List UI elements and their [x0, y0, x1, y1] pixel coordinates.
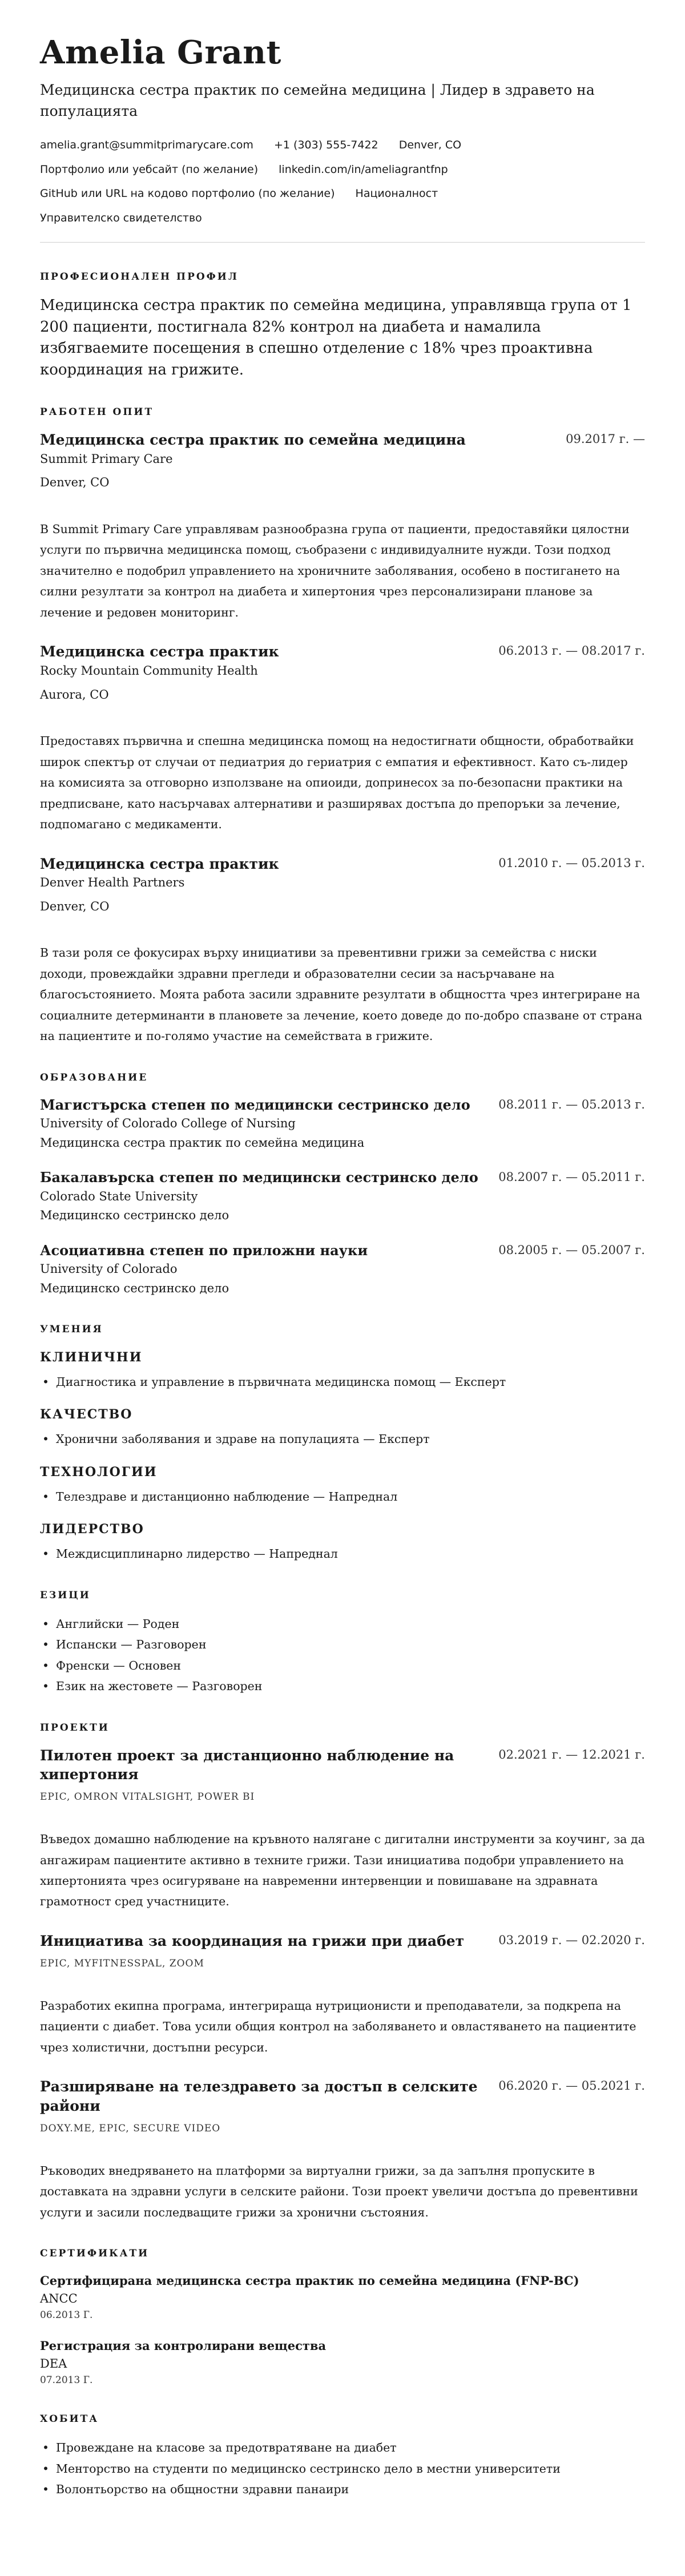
skill-item: • Телездраве и дистанционно наблюдение — Напреднал	[40, 1486, 645, 1507]
section-education	[40, 1072, 645, 1299]
contact-phone[interactable]: +1 (303) 555-7422	[273, 138, 378, 151]
section-profile	[40, 271, 645, 381]
project-description: Разработих екипна програма, интегрираща нутриционисти и преподаватели, за подкрепа на пациенти с диабет. Това усили общия контрол на заболяването и овластяването на пациентите чрез холистични, достъпни ресурси.	[40, 1998, 636, 2054]
resume-header	[40, 34, 645, 225]
degree-dates: 08.2007 г. — 05.2011 г.	[498, 1170, 645, 1184]
section-title-hobbies: ХОБИТА	[40, 2413, 99, 2425]
section-title-profile: ПРОФЕСИОНАЛЕН ПРОФИЛ	[40, 271, 239, 283]
language-item: • Език на жестовете — Разговорен	[40, 1676, 645, 1696]
certification-date: 07.2013 Г.	[40, 2375, 93, 2386]
education-entry	[40, 1168, 645, 1225]
project-dates: 03.2019 г. — 02.2020 г.	[498, 1933, 645, 1947]
header-divider	[40, 242, 645, 243]
skill-category: КЛИНИЧНИ	[40, 1349, 143, 1365]
job-employer: Rocky Mountain Community Health	[40, 663, 258, 678]
certification-issuer: ANCC	[40, 2291, 78, 2305]
section-title-education: ОБРАЗОВАНИЕ	[40, 1071, 148, 1083]
skill-list	[40, 1486, 645, 1507]
degree-dates: 08.2005 г. — 05.2007 г.	[498, 1243, 645, 1257]
job-title: Медицинска сестра практик по семейна медицина	[40, 431, 466, 448]
skill-category: ТЕХНОЛОГИИ	[40, 1464, 158, 1480]
project-description: Въведох домашно наблюдение на кръвното налягане с дигитални инструменти за коучинг, за да ангажирам пациентите активно в техните грижи. Тази инициатива подобри управлението на хипертонията чрез осигуряване на навременни интервенции и повишаване на здравната грамотност сред участниците.	[40, 1832, 645, 1909]
project-entry	[40, 1932, 645, 2058]
project-tech: DOXY.ME, EPIC, SECURE VIDEO	[40, 2122, 221, 2134]
job-dates: 06.2013 г. — 08.2017 г.	[498, 644, 645, 658]
language-item: • Френски — Основен	[40, 1655, 645, 1676]
contact-clearance: Управителско свидетелство	[40, 212, 202, 225]
degree-field: Медицинско сестринско дело	[40, 1208, 229, 1223]
language-list	[40, 1614, 645, 1697]
contact-linkedin[interactable]: linkedin.com/in/ameliagrantfnp	[279, 163, 448, 176]
contact-row-extra	[40, 187, 645, 200]
skill-list	[40, 1543, 645, 1564]
job-description: В тази роля се фокусирах върху инициативи за превентивни грижи за семейства с ниски доходи, провеждайки здравни прегледи и образователни сесии за насърчаване на благосъстоянието. Моята работа засили здравните резултати в общността чрез интегриране на социалните детерминанти в плановете за лечение, което доведе до по-добро спазване от страна на пациентите и по-голямо участие на семействата в грижите.	[40, 946, 643, 1043]
degree-school: University of Colorado	[40, 1262, 178, 1276]
skill-item: • Междисциплинарно лидерство — Напреднал	[40, 1543, 645, 1564]
section-skills	[40, 1324, 645, 1565]
job-dates: 01.2010 г. — 05.2013 г.	[498, 856, 645, 870]
job-description: Предоставях първична и спешна медицинска помощ на недостигнати общности, обработвайки широк спектър от случаи от педиатрия до гериатрия с емпатия и ефективност. Като съ-лидер на комисията за отговорно използване на опиоиди, допринесох за по-безопасни практики на предписване, като насърчавах алтернативи и разширявах достъпа до препоръки за лечение, подпомагано с медикаменти.	[40, 734, 634, 832]
contact-email[interactable]: amelia.grant@summitprimarycare.com	[40, 138, 253, 151]
project-name: Разширяване на телездравето за достъп в селските райони	[40, 2078, 478, 2114]
contact-portfolio[interactable]: Портфолио или уебсайт (по желание)	[40, 163, 259, 176]
degree-title: Асоциативна степен по приложни науки	[40, 1242, 368, 1259]
contact-row-links	[40, 163, 645, 176]
project-name: Инициатива за координация на грижи при диабет	[40, 1932, 465, 1949]
degree-school: Colorado State University	[40, 1189, 198, 1203]
job-employer: Denver Health Partners	[40, 876, 185, 890]
hobby-item: • Волонтьорство на общностни здравни панаири	[40, 2479, 645, 2500]
project-dates: 06.2020 г. — 05.2021 г.	[498, 2079, 645, 2093]
skill-item: • Хронични заболявания и здраве на популацията — Експерт	[40, 1429, 645, 1449]
degree-title: Магистърска степен по медицински сестринско дело	[40, 1096, 470, 1113]
project-name: Пилотен проект за дистанционно наблюдение на хипертония	[40, 1747, 454, 1783]
hobby-list	[40, 2437, 645, 2500]
job-description: В Summit Primary Care управлявам разнообразна група от пациенти, предоставяйки цялостни услуги по първична медицинска помощ, съобразени с индивидуалните нужди. Този подход значително е подобрил управлението на хроничните заболявания, особено в постигането на силни резултати за контрол на диабета и хипертония чрез персонализирани планове за лечение и редовен мониторинг.	[40, 522, 630, 619]
project-dates: 02.2021 г. — 12.2021 г.	[498, 1747, 645, 1761]
section-title-certifications: СЕРТИФИКАТИ	[40, 2248, 150, 2260]
section-certifications	[40, 2248, 645, 2388]
section-title-skills: УМЕНИЯ	[40, 1323, 103, 1335]
job-location: Denver, CO	[40, 475, 110, 490]
section-title-projects: ПРОЕКТИ	[40, 1722, 110, 1734]
section-languages	[40, 1590, 645, 1697]
job-dates: 09.2017 г. —	[566, 432, 645, 446]
project-description: Ръководих внедряването на платформи за виртуални грижи, за да запълня пропуските в доставката на здравни услуги в селските райони. Този проект увеличи достъпа до превентивни услуги и засили последващите грижи за хронични състояния.	[40, 2163, 638, 2219]
project-tech: EPIC, OMRON VITALSIGHT, POWER BI	[40, 1791, 255, 1803]
skill-category: ЛИДЕРСТВО	[40, 1522, 144, 1537]
project-entry	[40, 2077, 645, 2223]
job-location: Aurora, CO	[40, 687, 109, 702]
education-entry	[40, 1096, 645, 1153]
skill-item: • Диагностика и управление в първичната медицинска помощ — Експерт	[40, 1372, 645, 1392]
degree-field: Медицинско сестринско дело	[40, 1281, 229, 1296]
education-entry	[40, 1241, 645, 1299]
experience-entry	[40, 642, 645, 835]
project-tech: EPIC, MYFITNESSPAL, ZOOM	[40, 1957, 204, 1969]
job-employer: Summit Primary Care	[40, 451, 173, 466]
contact-block	[40, 139, 645, 225]
section-projects	[40, 1722, 645, 2223]
language-item: • Испански — Разговорен	[40, 1634, 645, 1655]
contact-nationality: Националност	[355, 187, 438, 200]
candidate-headline: Медицинска сестра практик по семейна медицина | Лидер в здравето на популацията	[40, 82, 595, 119]
section-experience	[40, 406, 645, 1047]
contact-row-clearance	[40, 212, 645, 225]
contact-row-primary	[40, 139, 645, 152]
section-title-experience: РАБОТЕН ОПИТ	[40, 406, 154, 418]
skill-list	[40, 1429, 645, 1449]
degree-field: Медицинска сестра практик по семейна медицина	[40, 1135, 365, 1150]
section-title-languages: ЕЗИЦИ	[40, 1589, 91, 1601]
hobby-item: • Провеждане на класове за предотвратяване на диабет	[40, 2437, 645, 2458]
experience-entry	[40, 854, 645, 1047]
job-title: Медицинска сестра практик	[40, 643, 279, 660]
contact-github[interactable]: GitHub или URL на кодово портфолио (по желание)	[40, 187, 335, 200]
degree-dates: 08.2011 г. — 05.2013 г.	[498, 1097, 645, 1111]
section-hobbies	[40, 2413, 645, 2500]
contact-location: Denver, CO	[398, 138, 462, 151]
certification-name: Регистрация за контролирани вещества	[40, 2339, 327, 2353]
certification-name: Сертифицирана медицинска сестра практик по семейна медицина (FNP-BC)	[40, 2273, 579, 2288]
job-title: Медицинска сестра практик	[40, 855, 279, 872]
language-item: • Английски — Роден	[40, 1614, 645, 1634]
certification-issuer: DEA	[40, 2356, 67, 2371]
skill-category: КАЧЕСТВО	[40, 1407, 133, 1422]
experience-entry	[40, 430, 645, 623]
certification-date: 06.2013 Г.	[40, 2309, 93, 2321]
profile-summary: Медицинска сестра практик по семейна медицина, управлявща група от 1 200 пациенти, постигнала 82% контрол на диабета и намалила избягваемите посещения в спешно отделение с 18% чрез проактивна координация на грижите.	[40, 297, 632, 379]
project-entry	[40, 1746, 645, 1912]
hobby-item: • Менторство на студенти по медицинско сестринско дело в местни университети	[40, 2458, 645, 2479]
degree-school: University of Colorado College of Nursing	[40, 1116, 296, 1131]
degree-title: Бакалавърска степен по медицински сестринско дело	[40, 1169, 478, 1186]
job-location: Denver, CO	[40, 899, 110, 913]
certification-entry	[40, 2272, 645, 2323]
candidate-name: Amelia Grant	[40, 34, 281, 71]
certification-entry	[40, 2337, 645, 2388]
skill-list	[40, 1372, 645, 1392]
